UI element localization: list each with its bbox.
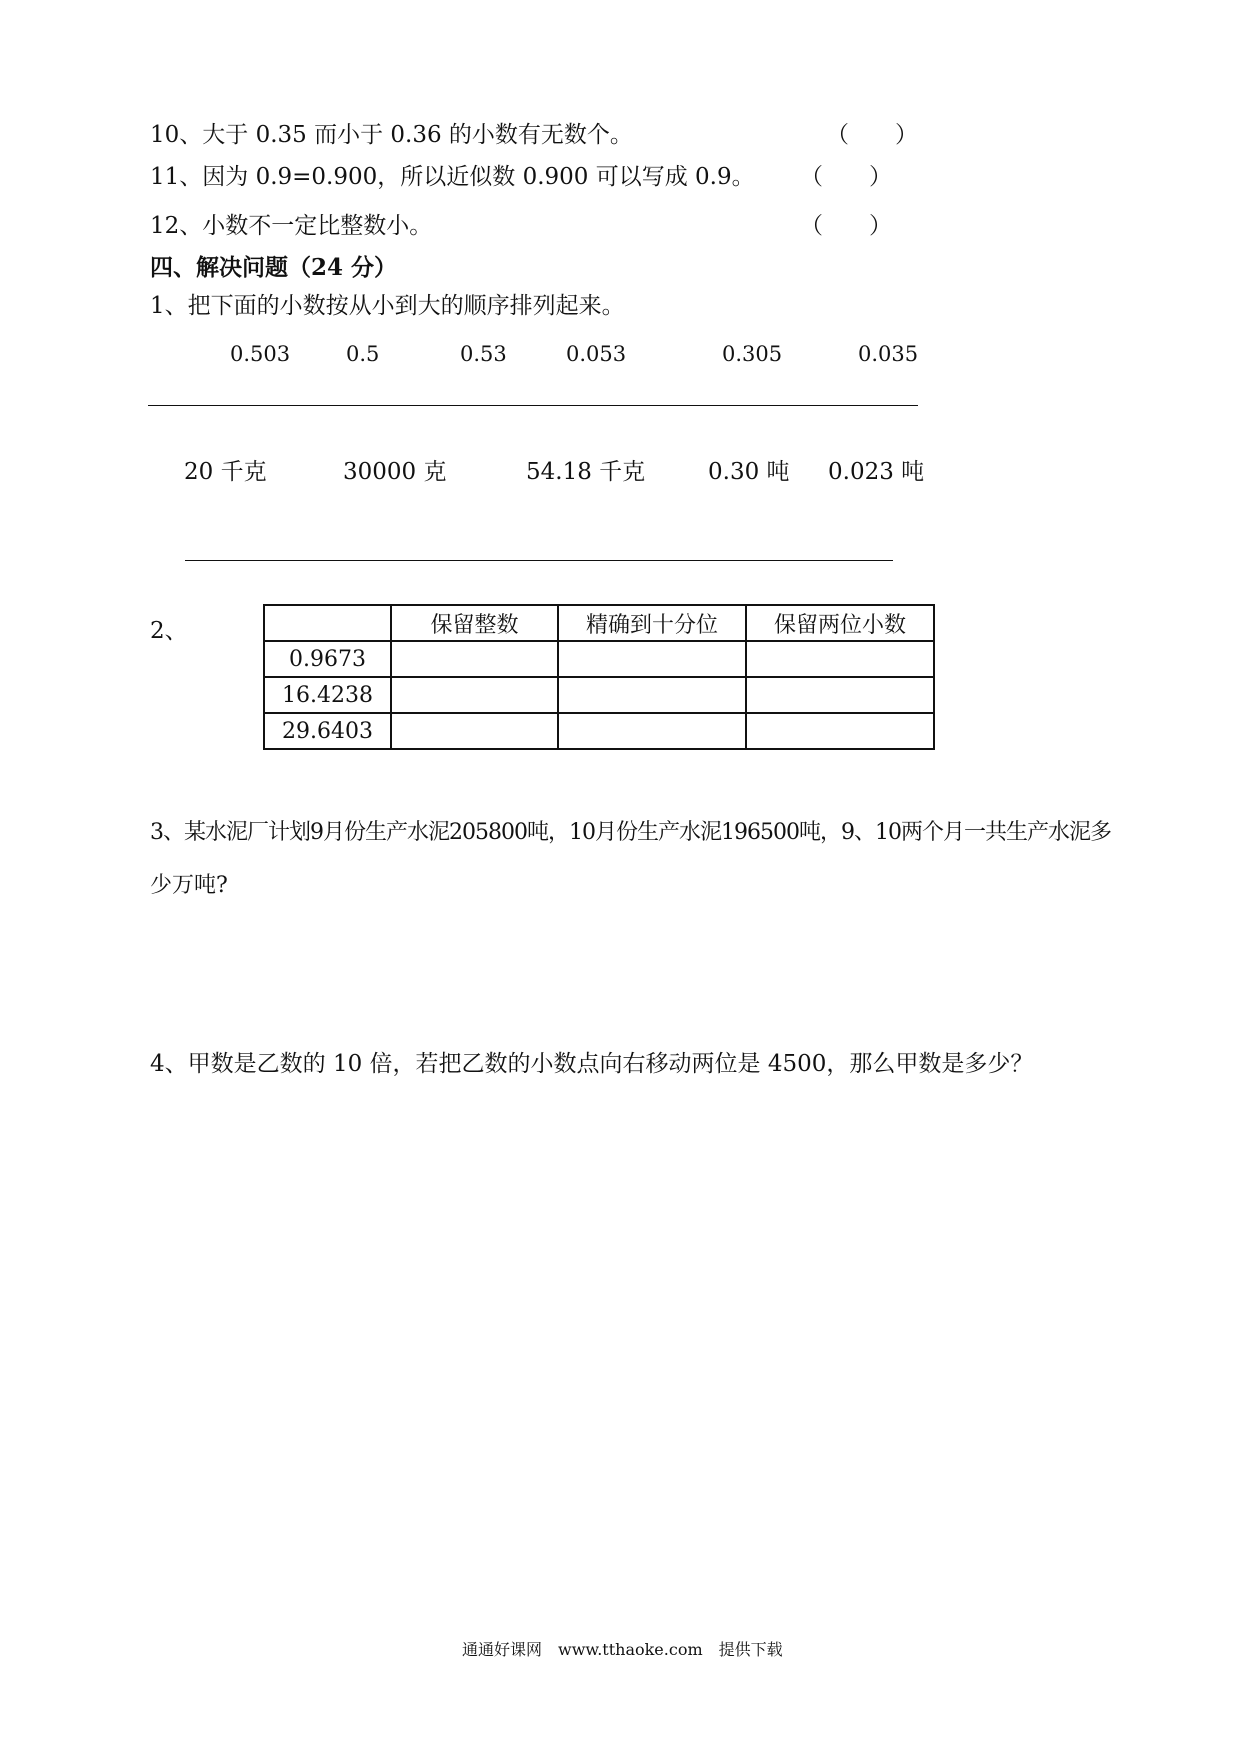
table-answer-cell[interactable]	[558, 677, 746, 713]
item-10-answer-paren: （ ）	[826, 122, 918, 148]
quantity-value: 30000 克	[343, 459, 447, 485]
item-12-answer-paren: （ ）	[800, 213, 892, 239]
quantity-value: 0.30 吨	[708, 459, 790, 485]
q1-prompt: 1、把下面的小数按从小到大的顺序排列起来。	[150, 293, 625, 319]
table-answer-cell[interactable]	[391, 677, 558, 713]
table-header-cell	[264, 605, 391, 641]
decimal-value: 0.53	[460, 342, 507, 366]
quantity-value: 54.18 千克	[526, 459, 646, 485]
answer-line-2	[185, 560, 893, 561]
table-row	[264, 713, 934, 749]
quantity-value: 20 千克	[184, 459, 267, 485]
table-cell-number: 16.4238	[264, 677, 391, 713]
table-header-cell: 精确到十分位	[558, 605, 746, 641]
table-header-cell: 保留两位小数	[746, 605, 934, 641]
q3-text-line1: 3、某水泥厂计划9月份生产水泥205800吨，10月份生产水泥196500吨，9、10两个月一共生产水泥多	[150, 820, 1111, 845]
decimal-value: 0.035	[858, 342, 919, 366]
table-answer-cell[interactable]	[746, 641, 934, 677]
table-answer-cell[interactable]	[558, 641, 746, 677]
footer-text: 通通好课网 www.tthaoke.com 提供下载	[462, 1640, 783, 1659]
table-row	[264, 641, 934, 677]
table-answer-cell[interactable]	[558, 713, 746, 749]
q3-text-line2: 少万吨?	[150, 873, 228, 898]
decimal-value: 0.5	[346, 342, 380, 366]
table-answer-cell[interactable]	[391, 641, 558, 677]
table-answer-cell[interactable]	[391, 713, 558, 749]
q2-label: 2、	[150, 618, 188, 644]
section-4-heading: 四、解决问题（24 分）	[150, 254, 398, 281]
decimal-value: 0.053	[566, 342, 627, 366]
answer-line-1	[148, 405, 918, 406]
table-answer-cell[interactable]	[746, 713, 934, 749]
item-12-text: 12、小数不一定比整数小。	[150, 213, 433, 239]
item-11-answer-paren: （ ）	[800, 164, 892, 190]
table-header-row	[264, 605, 934, 641]
item-10-text: 10、大于 0.35 而小于 0.36 的小数有无数个。	[150, 122, 633, 148]
decimal-value: 0.305	[722, 342, 783, 366]
table-header-cell: 保留整数	[391, 605, 558, 641]
table-answer-cell[interactable]	[746, 677, 934, 713]
table-cell-number: 0.9673	[264, 641, 391, 677]
table-cell-number: 29.6403	[264, 713, 391, 749]
q4-text: 4、甲数是乙数的 10 倍，若把乙数的小数点向右移动两位是 4500，那么甲数是多少？	[150, 1051, 1034, 1077]
quantity-value: 0.023 吨	[828, 459, 925, 485]
table-row	[264, 677, 934, 713]
decimal-value: 0.503	[230, 342, 291, 366]
item-11-text: 11、因为 0.9=0.900，所以近似数 0.900 可以写成 0.9。	[150, 164, 755, 190]
rounding-table	[263, 604, 935, 750]
